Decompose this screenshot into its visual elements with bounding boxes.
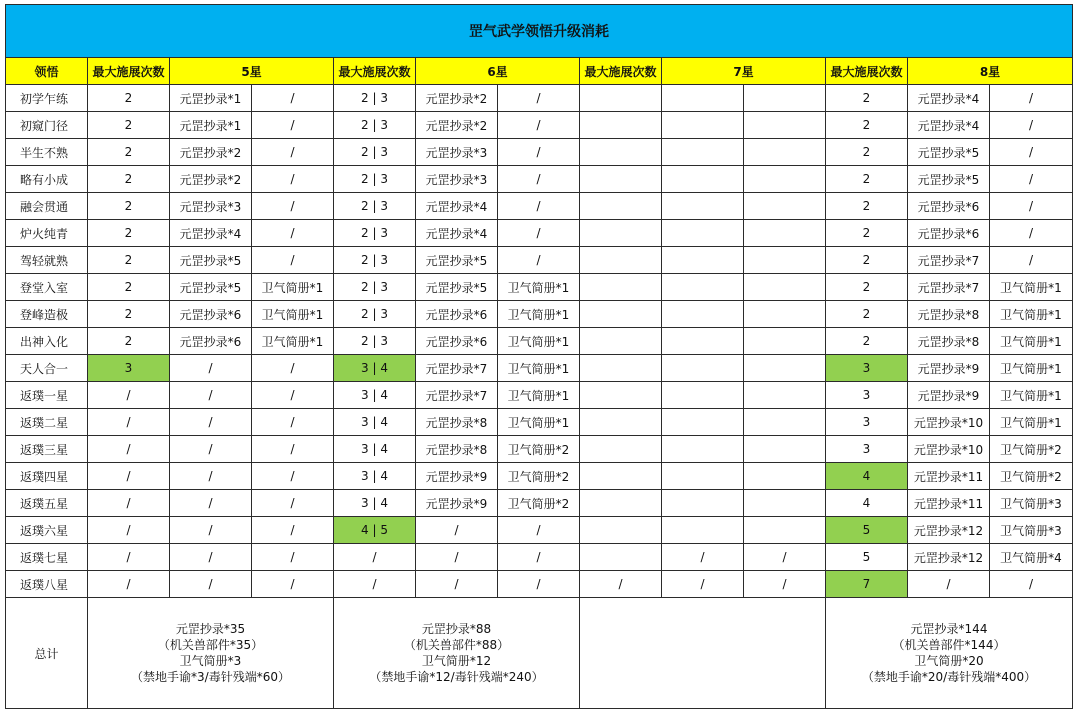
row-label: 初学乍练 bbox=[6, 85, 88, 112]
total-line: （机关兽部件*144） bbox=[892, 638, 1006, 652]
table-cell bbox=[580, 139, 662, 166]
table-cell: / bbox=[498, 139, 580, 166]
table-row bbox=[6, 301, 1073, 328]
table-cell: / bbox=[990, 85, 1073, 112]
table-cell: / bbox=[252, 382, 334, 409]
table-cell: 2 bbox=[826, 247, 908, 274]
table-cell: / bbox=[252, 85, 334, 112]
table-cell bbox=[580, 112, 662, 139]
total-line: （禁地手谕*20/毒针残端*400） bbox=[861, 670, 1037, 684]
table-cell bbox=[744, 166, 826, 193]
table-cell bbox=[662, 301, 744, 328]
table-cell bbox=[662, 274, 744, 301]
table-cell: 2 bbox=[88, 328, 170, 355]
table-cell bbox=[744, 112, 826, 139]
table-cell: / bbox=[252, 463, 334, 490]
total-line: 元罡抄录*35 bbox=[175, 622, 246, 636]
table-cell: 元罡抄录*6 bbox=[416, 301, 498, 328]
table-cell: 元罡抄录*9 bbox=[416, 463, 498, 490]
table-cell: 卫气简册*1 bbox=[252, 301, 334, 328]
table-cell: 元罡抄录*2 bbox=[416, 112, 498, 139]
table-cell bbox=[580, 220, 662, 247]
table-cell: 2 bbox=[88, 85, 170, 112]
table-cell: 3 bbox=[826, 436, 908, 463]
table-cell: 2 bbox=[88, 139, 170, 166]
table-row bbox=[6, 112, 1073, 139]
table-cell bbox=[744, 328, 826, 355]
table-cell: 元罡抄录*4 bbox=[908, 85, 990, 112]
table-cell: 元罡抄录*9 bbox=[908, 382, 990, 409]
table-cell: 2 bbox=[826, 220, 908, 247]
table-cell: 元罡抄录*12 bbox=[908, 517, 990, 544]
table-cell: / bbox=[990, 193, 1073, 220]
table-cell: / bbox=[252, 247, 334, 274]
table-cell: 2 | 3 bbox=[334, 301, 416, 328]
table-cell: 4 bbox=[826, 463, 908, 490]
table-cell bbox=[662, 247, 744, 274]
table-cell: 卫气简册*1 bbox=[498, 382, 580, 409]
table-cell: 3 | 4 bbox=[334, 382, 416, 409]
row-label: 登堂入室 bbox=[6, 274, 88, 301]
table-cell: 2 | 3 bbox=[334, 247, 416, 274]
total-label: 总计 bbox=[6, 598, 88, 709]
table-cell: / bbox=[990, 139, 1073, 166]
table-cell: 2 | 3 bbox=[334, 85, 416, 112]
header-cell: 8星 bbox=[908, 58, 1073, 85]
table-cell: 元罡抄录*4 bbox=[416, 220, 498, 247]
table-cell: 2 | 3 bbox=[334, 166, 416, 193]
table-cell: / bbox=[88, 463, 170, 490]
table-cell: 元罡抄录*8 bbox=[416, 436, 498, 463]
table-cell bbox=[744, 517, 826, 544]
table-cell bbox=[744, 382, 826, 409]
table-cell bbox=[744, 247, 826, 274]
table-cell: 2 bbox=[826, 85, 908, 112]
total-group bbox=[88, 598, 334, 709]
table-cell: / bbox=[498, 112, 580, 139]
table-cell: / bbox=[88, 544, 170, 571]
table-cell: / bbox=[416, 544, 498, 571]
table-cell: / bbox=[88, 490, 170, 517]
table-cell: 卫气简册*3 bbox=[990, 490, 1073, 517]
table-cell: 3 | 4 bbox=[334, 409, 416, 436]
table-cell: 元罡抄录*7 bbox=[416, 355, 498, 382]
table-cell: / bbox=[908, 571, 990, 598]
table-cell: / bbox=[252, 517, 334, 544]
table-cell bbox=[662, 193, 744, 220]
table-row bbox=[6, 220, 1073, 247]
table-cell: 2 | 3 bbox=[334, 328, 416, 355]
table-row bbox=[6, 409, 1073, 436]
table-cell: 7 bbox=[826, 571, 908, 598]
table-row bbox=[6, 274, 1073, 301]
table-cell: / bbox=[744, 571, 826, 598]
table-cell: / bbox=[170, 382, 252, 409]
table-cell: 元罡抄录*6 bbox=[170, 328, 252, 355]
table-cell: / bbox=[416, 571, 498, 598]
table-cell: 元罡抄录*2 bbox=[170, 166, 252, 193]
table-cell bbox=[744, 220, 826, 247]
table-cell: 卫气简册*1 bbox=[252, 274, 334, 301]
table-cell: 2 | 3 bbox=[334, 274, 416, 301]
table-cell bbox=[744, 301, 826, 328]
table-cell: 元罡抄录*5 bbox=[416, 274, 498, 301]
table-cell: / bbox=[252, 436, 334, 463]
table-row bbox=[6, 355, 1073, 382]
table-cell: 2 bbox=[88, 166, 170, 193]
table-cell: 2 | 3 bbox=[334, 139, 416, 166]
table-cell bbox=[744, 139, 826, 166]
table-cell: 3 | 4 bbox=[334, 355, 416, 382]
table-cell: 卫气简册*1 bbox=[498, 409, 580, 436]
table-cell: / bbox=[252, 166, 334, 193]
table-cell: 元罡抄录*12 bbox=[908, 544, 990, 571]
table-cell: 元罡抄录*7 bbox=[908, 274, 990, 301]
header-cell: 5星 bbox=[170, 58, 334, 85]
table-cell: 2 bbox=[88, 193, 170, 220]
table-cell: 5 bbox=[826, 517, 908, 544]
total-line: （机关兽部件*88） bbox=[403, 638, 510, 652]
header-cell: 最大施展次数 bbox=[334, 58, 416, 85]
table-cell: 2 bbox=[826, 301, 908, 328]
table-cell bbox=[662, 139, 744, 166]
table-cell: / bbox=[498, 166, 580, 193]
sheet-title: 罡气武学领悟升级消耗 bbox=[6, 5, 1073, 58]
table-cell bbox=[744, 85, 826, 112]
table-cell bbox=[744, 193, 826, 220]
total-line: 元罡抄录*144 bbox=[910, 622, 988, 636]
table-cell: 元罡抄录*3 bbox=[416, 139, 498, 166]
table-cell: / bbox=[88, 436, 170, 463]
table-cell: / bbox=[88, 382, 170, 409]
table-cell: / bbox=[416, 517, 498, 544]
table-cell: / bbox=[252, 193, 334, 220]
row-label: 返璞一星 bbox=[6, 382, 88, 409]
total-line: （禁地手谕*3/毒针残端*60） bbox=[131, 670, 290, 684]
row-label: 登峰造极 bbox=[6, 301, 88, 328]
table-cell bbox=[662, 85, 744, 112]
table-cell bbox=[662, 463, 744, 490]
table-cell: 卫气简册*1 bbox=[990, 355, 1073, 382]
table-cell: 2 bbox=[826, 139, 908, 166]
table-cell: 元罡抄录*10 bbox=[908, 436, 990, 463]
table-cell: 卫气简册*2 bbox=[990, 436, 1073, 463]
table-cell bbox=[662, 517, 744, 544]
table-cell: 元罡抄录*8 bbox=[416, 409, 498, 436]
table-cell bbox=[662, 382, 744, 409]
table-cell: 元罡抄录*3 bbox=[416, 166, 498, 193]
total-row bbox=[6, 598, 1073, 709]
table-cell: 元罡抄录*3 bbox=[170, 193, 252, 220]
header-cell: 最大施展次数 bbox=[88, 58, 170, 85]
table-row bbox=[6, 517, 1073, 544]
table-cell: 5 bbox=[826, 544, 908, 571]
table-cell: / bbox=[252, 139, 334, 166]
table-cell bbox=[580, 328, 662, 355]
table-cell bbox=[580, 166, 662, 193]
table-cell: 2 | 3 bbox=[334, 112, 416, 139]
row-label: 返璞五星 bbox=[6, 490, 88, 517]
table-cell: / bbox=[88, 571, 170, 598]
table-cell: 元罡抄录*2 bbox=[170, 139, 252, 166]
table-cell bbox=[580, 436, 662, 463]
table-cell bbox=[744, 463, 826, 490]
row-label: 天人合一 bbox=[6, 355, 88, 382]
table-cell bbox=[580, 193, 662, 220]
table-row bbox=[6, 139, 1073, 166]
table-row bbox=[6, 193, 1073, 220]
table-row bbox=[6, 571, 1073, 598]
table-cell bbox=[662, 490, 744, 517]
table-cell: / bbox=[990, 112, 1073, 139]
total-group bbox=[334, 598, 580, 709]
table-cell: 元罡抄录*8 bbox=[908, 328, 990, 355]
table-cell: 卫气简册*1 bbox=[498, 301, 580, 328]
table-row bbox=[6, 382, 1073, 409]
table-cell: / bbox=[252, 112, 334, 139]
row-label: 驾轻就熟 bbox=[6, 247, 88, 274]
table-cell bbox=[580, 274, 662, 301]
table-cell bbox=[580, 301, 662, 328]
table-cell: / bbox=[170, 355, 252, 382]
table-cell: / bbox=[990, 220, 1073, 247]
total-line: 卫气简册*20 bbox=[914, 654, 984, 668]
table-cell: 卫气简册*1 bbox=[252, 328, 334, 355]
table-cell bbox=[580, 85, 662, 112]
table-cell: 2 | 3 bbox=[334, 220, 416, 247]
table-cell bbox=[662, 355, 744, 382]
total-line: 卫气简册*3 bbox=[179, 654, 242, 668]
table-cell: / bbox=[88, 517, 170, 544]
table-cell: 卫气简册*1 bbox=[990, 274, 1073, 301]
table-cell: 元罡抄录*4 bbox=[170, 220, 252, 247]
header-cell: 6星 bbox=[416, 58, 580, 85]
table-cell: / bbox=[170, 517, 252, 544]
row-label: 初窥门径 bbox=[6, 112, 88, 139]
table-cell: 2 bbox=[88, 247, 170, 274]
table-cell: / bbox=[170, 544, 252, 571]
table-cell: / bbox=[252, 355, 334, 382]
table-cell: / bbox=[498, 571, 580, 598]
table-cell: 元罡抄录*7 bbox=[908, 247, 990, 274]
table-cell: 元罡抄录*6 bbox=[908, 220, 990, 247]
header-cell: 领悟 bbox=[6, 58, 88, 85]
table-cell: 元罡抄录*5 bbox=[170, 247, 252, 274]
table-cell bbox=[580, 490, 662, 517]
table-cell: 元罡抄录*6 bbox=[170, 301, 252, 328]
table-cell: 元罡抄录*4 bbox=[416, 193, 498, 220]
table-cell: / bbox=[252, 220, 334, 247]
table-cell: 卫气简册*1 bbox=[990, 328, 1073, 355]
table-cell: / bbox=[252, 544, 334, 571]
table-cell: 4 bbox=[826, 490, 908, 517]
row-label: 略有小成 bbox=[6, 166, 88, 193]
table-cell: / bbox=[744, 544, 826, 571]
table-cell: 元罡抄录*6 bbox=[908, 193, 990, 220]
table-row bbox=[6, 166, 1073, 193]
table-cell: 卫气简册*3 bbox=[990, 517, 1073, 544]
table-cell: / bbox=[334, 571, 416, 598]
table-cell: 元罡抄录*9 bbox=[416, 490, 498, 517]
table-row bbox=[6, 463, 1073, 490]
table-cell: / bbox=[580, 571, 662, 598]
row-label: 炉火纯青 bbox=[6, 220, 88, 247]
table-cell: / bbox=[498, 247, 580, 274]
table-cell: 2 | 3 bbox=[334, 193, 416, 220]
table-cell: 卫气简册*2 bbox=[990, 463, 1073, 490]
table-cell: / bbox=[252, 490, 334, 517]
table-cell: 卫气简册*1 bbox=[990, 409, 1073, 436]
table-cell bbox=[580, 382, 662, 409]
table-cell: / bbox=[990, 571, 1073, 598]
table-row bbox=[6, 436, 1073, 463]
table-cell bbox=[580, 517, 662, 544]
table-cell bbox=[662, 436, 744, 463]
table-cell: 3 | 4 bbox=[334, 463, 416, 490]
row-label: 半生不熟 bbox=[6, 139, 88, 166]
table-cell: 2 bbox=[88, 274, 170, 301]
table-cell: 元罡抄录*5 bbox=[908, 139, 990, 166]
row-label: 返璞二星 bbox=[6, 409, 88, 436]
table-cell bbox=[662, 328, 744, 355]
table-cell: 3 bbox=[88, 355, 170, 382]
table-cell: / bbox=[498, 544, 580, 571]
table-cell bbox=[744, 274, 826, 301]
total-line: 元罡抄录*88 bbox=[421, 622, 492, 636]
table-cell: / bbox=[498, 517, 580, 544]
table-cell: 2 bbox=[826, 274, 908, 301]
table-cell: / bbox=[170, 490, 252, 517]
total-line: （机关兽部件*35） bbox=[157, 638, 264, 652]
table-cell: 卫气简册*1 bbox=[498, 274, 580, 301]
table-cell: 元罡抄录*1 bbox=[170, 112, 252, 139]
table-cell: 卫气简册*1 bbox=[498, 355, 580, 382]
row-label: 返璞四星 bbox=[6, 463, 88, 490]
table-cell: 卫气简册*2 bbox=[498, 463, 580, 490]
table-cell bbox=[662, 166, 744, 193]
header-cell: 7星 bbox=[662, 58, 826, 85]
table-cell: 3 | 4 bbox=[334, 436, 416, 463]
table-cell: 3 bbox=[826, 409, 908, 436]
table-cell bbox=[580, 463, 662, 490]
table-cell bbox=[580, 247, 662, 274]
row-label: 返璞三星 bbox=[6, 436, 88, 463]
table-cell: 卫气简册*2 bbox=[498, 436, 580, 463]
total-line: 卫气简册*12 bbox=[421, 654, 492, 668]
table-cell bbox=[580, 409, 662, 436]
table-cell: 卫气简册*2 bbox=[498, 490, 580, 517]
table-cell: 元罡抄录*5 bbox=[416, 247, 498, 274]
table-cell bbox=[744, 436, 826, 463]
table-cell: 元罡抄录*2 bbox=[416, 85, 498, 112]
table-cell: 3 bbox=[826, 355, 908, 382]
table-cell: / bbox=[334, 544, 416, 571]
table-cell: / bbox=[252, 409, 334, 436]
table-cell: / bbox=[170, 571, 252, 598]
table-cell: / bbox=[170, 409, 252, 436]
row-label: 返璞八星 bbox=[6, 571, 88, 598]
row-label: 融会贯通 bbox=[6, 193, 88, 220]
upgrade-cost-sheet bbox=[5, 4, 1073, 709]
upgrade-cost-table bbox=[5, 4, 1073, 709]
table-cell: 2 bbox=[88, 220, 170, 247]
table-cell: / bbox=[498, 193, 580, 220]
table-cell: / bbox=[990, 166, 1073, 193]
table-cell: 卫气简册*1 bbox=[498, 328, 580, 355]
total-group bbox=[580, 598, 826, 709]
table-cell: / bbox=[498, 220, 580, 247]
table-cell: 3 bbox=[826, 382, 908, 409]
table-cell: 2 bbox=[826, 328, 908, 355]
row-label: 返璞七星 bbox=[6, 544, 88, 571]
table-cell bbox=[580, 544, 662, 571]
table-cell: 元罡抄录*5 bbox=[170, 274, 252, 301]
table-cell: 2 bbox=[826, 112, 908, 139]
table-cell: 元罡抄录*1 bbox=[170, 85, 252, 112]
table-cell: 3 | 4 bbox=[334, 490, 416, 517]
table-cell: 2 bbox=[826, 166, 908, 193]
table-cell: 元罡抄录*6 bbox=[416, 328, 498, 355]
table-cell: / bbox=[252, 571, 334, 598]
row-label: 返璞六星 bbox=[6, 517, 88, 544]
table-cell bbox=[662, 409, 744, 436]
table-cell: 卫气简册*1 bbox=[990, 382, 1073, 409]
table-cell: 元罡抄录*7 bbox=[416, 382, 498, 409]
table-cell: / bbox=[662, 571, 744, 598]
table-row bbox=[6, 247, 1073, 274]
table-row bbox=[6, 490, 1073, 517]
table-cell: 元罡抄录*10 bbox=[908, 409, 990, 436]
table-cell: 卫气简册*4 bbox=[990, 544, 1073, 571]
total-group bbox=[826, 598, 1073, 709]
header-row bbox=[6, 58, 1073, 85]
table-cell bbox=[744, 490, 826, 517]
table-cell: / bbox=[170, 436, 252, 463]
table-cell: 4 | 5 bbox=[334, 517, 416, 544]
table-cell: 元罡抄录*9 bbox=[908, 355, 990, 382]
table-cell: / bbox=[170, 463, 252, 490]
table-row bbox=[6, 85, 1073, 112]
table-cell: 元罡抄录*5 bbox=[908, 166, 990, 193]
table-cell: / bbox=[662, 544, 744, 571]
table-cell bbox=[662, 220, 744, 247]
table-cell bbox=[662, 112, 744, 139]
table-cell bbox=[744, 355, 826, 382]
table-cell: 2 bbox=[88, 112, 170, 139]
table-cell: 卫气简册*1 bbox=[990, 301, 1073, 328]
table-cell: 元罡抄录*8 bbox=[908, 301, 990, 328]
table-cell: 2 bbox=[88, 301, 170, 328]
table-cell bbox=[580, 355, 662, 382]
row-label: 出神入化 bbox=[6, 328, 88, 355]
table-cell: 元罡抄录*11 bbox=[908, 490, 990, 517]
table-cell: / bbox=[88, 409, 170, 436]
table-cell: 元罡抄录*11 bbox=[908, 463, 990, 490]
total-line: （禁地手谕*12/毒针残端*240） bbox=[369, 670, 544, 684]
header-cell: 最大施展次数 bbox=[580, 58, 662, 85]
table-cell bbox=[744, 409, 826, 436]
table-cell: 元罡抄录*4 bbox=[908, 112, 990, 139]
table-cell: / bbox=[498, 85, 580, 112]
table-row bbox=[6, 328, 1073, 355]
table-row bbox=[6, 544, 1073, 571]
header-cell: 最大施展次数 bbox=[826, 58, 908, 85]
table-cell: / bbox=[990, 247, 1073, 274]
table-cell: 2 bbox=[826, 193, 908, 220]
